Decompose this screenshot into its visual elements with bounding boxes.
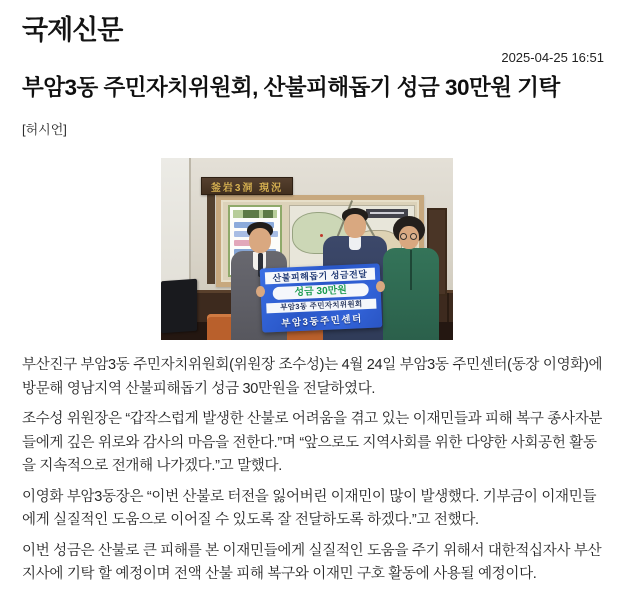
photo-chart-header [233,210,277,218]
article-paragraph: 이영화 부암3동장은 “이번 산불로 터전을 잃어버린 이재민이 많이 발생했다. 기부금이 이재민들에게 실질적인 도움으로 이어질 수 있도록 잘 전달하도록 하겠다.”고 전했다. [22,488,597,529]
article-photo [161,158,453,340]
article-paragraph: 조수성 위원장은 “갑작스럽게 발생한 산불로 어려움을 겪고 있는 이재민들과 피해 복구 종사자분들에게 깊은 위로와 감사의 마음을 전한다.”며 “앞으로도 지역사회를 위한 다양한 사회공헌 활동을 지속적으로 전개해 나가겠다.”고 말했다. [22,411,603,475]
sign-amount: 성금 30만원 [272,283,368,300]
photo-wooden-plaque [201,177,293,195]
article-headline: 부암3동 주민자치위원회, 산불피해돕기 성금 30만원 기탁 [22,75,560,100]
article-paragraph: 이번 성금은 산불로 큰 피해를 본 이재민들에게 실질적인 도움을 주기 위해서 대한적십자사 부산지사에 기탁 할 예정이며 전액 산불 피해 복구와 이재민 구호 활동에 사용될 예정이다. [22,542,602,583]
sign-title: 산불피해돕기 성금전달 [265,268,375,285]
photo-plaque-text: 釜岩3洞 現況 [210,182,284,194]
site-logo[interactable]: 국제신문 [22,15,123,45]
sign-donor: 부암3동 주민자치위원회 [266,299,376,314]
photo-tv-monitor [161,279,197,334]
page-header [22,0,604,65]
article-paragraph: 부산진구 부암3동 주민자치위원회(위원장 조수성)는 4월 24일 부암3동 주민센터(동장 이영화)에 방문해 영남지역 산불피해돕기 성금 30만원을 전달하였다. [22,357,603,397]
publish-datetime: 2025-04-25 16:51 [501,50,604,65]
reporter-byline: [허시언] [22,122,67,138]
article-body [22,354,604,587]
photo-donation-sign [260,264,383,333]
glasses [400,233,418,240]
sign-center-name: 부암3동주민센터 [280,313,364,330]
photo-wood-post [207,192,215,284]
